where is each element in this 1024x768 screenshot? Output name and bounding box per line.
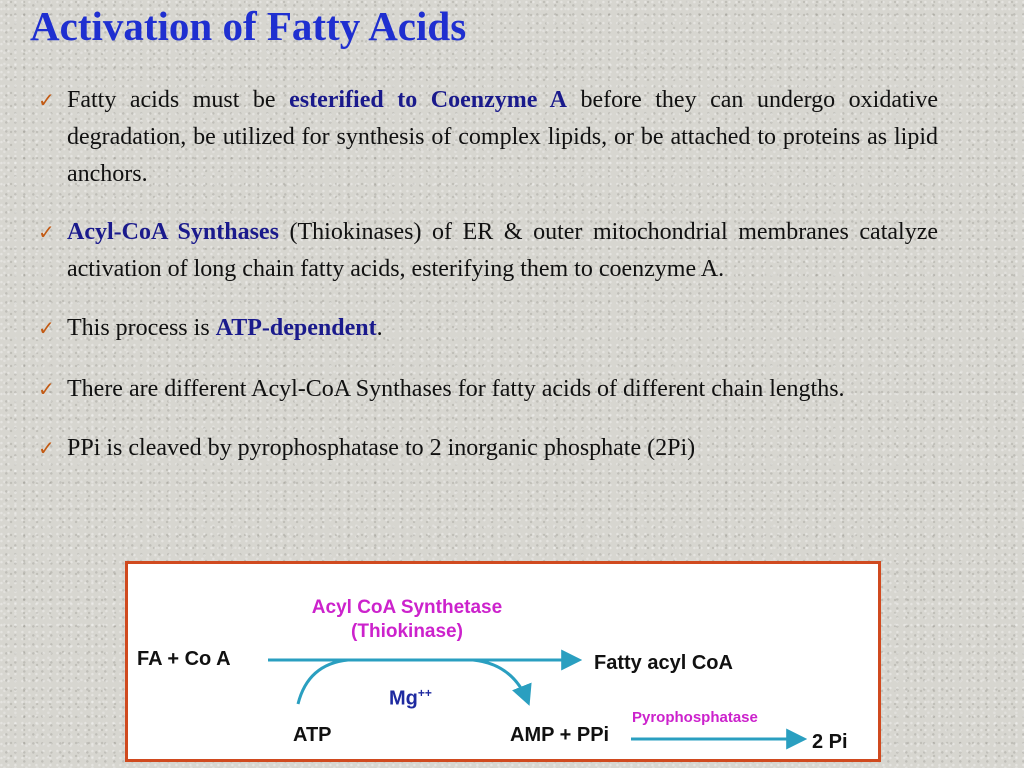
highlight-text: ATP-dependent <box>215 315 377 341</box>
reaction-arrows <box>128 564 878 759</box>
bullet-text: (Thiokinases) of ER & outer mitochondrial membranes catalyze activation of long chain fatty acids, esterifying them to coenzyme A. <box>67 219 938 282</box>
checkmark-icon: ✓ <box>38 88 55 112</box>
bullet-chain-lengths <box>38 371 938 408</box>
reaction-diagram <box>125 561 881 762</box>
atp-input-arrow <box>298 660 348 704</box>
cofactor-charge: ++ <box>417 686 432 700</box>
atp-label: ATP <box>293 724 332 746</box>
enzyme-name: Acyl CoA Synthetase <box>311 597 503 618</box>
enzyme-alias: (Thiokinase) <box>351 621 463 642</box>
checkmark-icon: ✓ <box>38 220 55 244</box>
product-label: Fatty acyl CoA <box>594 652 733 674</box>
highlight-text: Acyl-CoA Synthases <box>67 219 279 245</box>
bullet-text: PPi is cleaved by pyrophosphatase to 2 inorganic phosphate (2Pi) <box>67 435 696 461</box>
bullet-esterification <box>38 82 938 193</box>
slide-title: Activation of Fatty Acids <box>30 3 467 49</box>
bullet-list <box>38 82 938 467</box>
bullet-text: . <box>376 315 383 341</box>
amp-output-arrow <box>473 660 528 702</box>
highlight-text: esterified to Coenzyme A <box>289 87 567 113</box>
substrate-label: FA + Co A <box>137 648 231 670</box>
bullet-text: before they can undergo oxidative degradation, be utilized for synthesis of complex lipids, or be attached to proteins as lipid anchors. <box>67 87 938 187</box>
bullet-atp-dependent <box>38 310 938 347</box>
two-pi-label: 2 Pi <box>812 731 848 753</box>
bullet-synthases <box>38 214 938 288</box>
cofactor-label <box>389 686 432 711</box>
checkmark-icon: ✓ <box>38 316 55 340</box>
enzyme-label <box>302 596 512 644</box>
bullet-ppi-cleavage <box>38 430 938 467</box>
checkmark-icon: ✓ <box>38 377 55 401</box>
amp-ppi-label: AMP + PPi <box>510 724 610 746</box>
checkmark-icon: ✓ <box>38 436 55 460</box>
bullet-text: Fatty acids must be <box>67 87 290 113</box>
cofactor-symbol: Mg <box>389 687 418 710</box>
bullet-text: This process is <box>67 315 216 341</box>
bullet-text: There are different Acyl-CoA Synthases for fatty acids of different chain lengths. <box>67 376 845 402</box>
pyrophosphatase-label: Pyrophosphatase <box>632 709 758 726</box>
